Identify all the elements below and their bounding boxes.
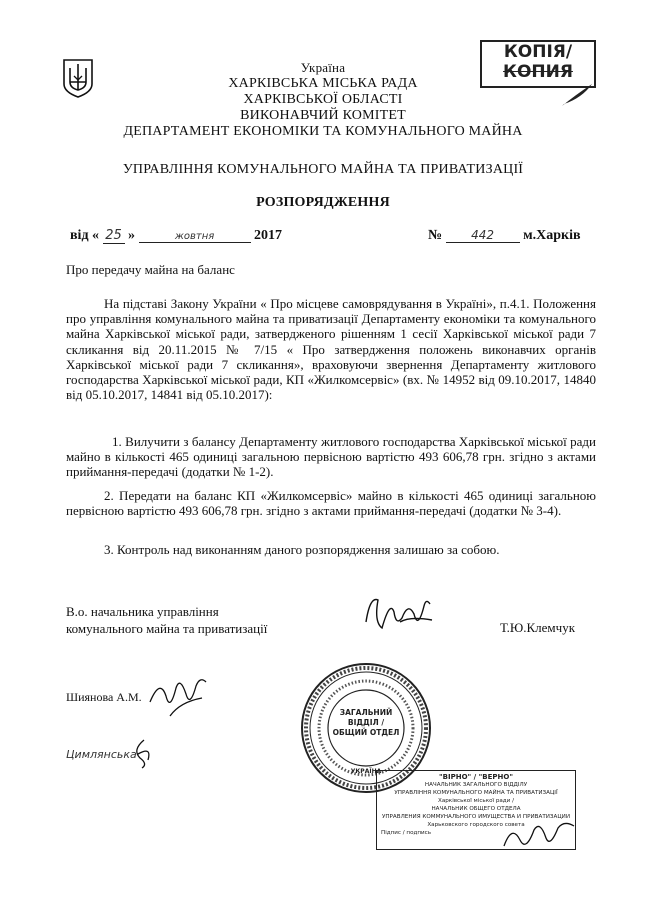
body-item-2: 2. Передати на баланс КП «Жилкомсервіс» майно в кількості 465 одиниці загальною первісною вартістю 493 606,78 грн. згідно з актами приймання-передачі (додатки № 3-4).: [66, 488, 596, 519]
body-intro: На підставі Закону України « Про місцеве самоврядування в Україні», п.4.1. Положення про управління комунального майна та приватизації Департаменту економіки та комунального майна Харківської міської ради, затвердженого рішенням 1 сесії Харківської міської ради 7 скликання від 20.11.2015 № 7/15 « Про затвердження положень виконавчих органів Харківської міської ради 7 скликання», враховуючи звернення Департаменту житлового господарства Харківської міської ради, КП «Жилкомсервіс» (вх. № 14952 від 09.10.2017, 14840 від 05.10.2017, 14841 від 05.10.2017):: [66, 296, 596, 403]
verify-line8: Підпис / подпись: [381, 830, 432, 836]
date-prefix: від «: [70, 228, 100, 243]
subject: Про передачу майна на баланс: [66, 262, 235, 277]
header-oblast: ХАРКІВСЬКОЇ ОБЛАСТІ: [243, 92, 403, 107]
verify-line7: Харьковского городского совета: [427, 822, 525, 828]
verify-line4: Харківської міської ради /: [438, 798, 514, 804]
copy-stamp-line1: КОПІЯ/: [503, 42, 573, 62]
date-line: [70, 228, 282, 244]
signatory-name: Т.Ю.Клемчук: [500, 620, 576, 635]
body-item-1: 1. Вилучити з балансу Департаменту житлового господарства Харківської міської ради майно в кількості 465 одиниці загальною первісною вартістю 493 606,78 грн. згідно з актами приймання-передачі (додатки № 1-2).: [66, 434, 596, 480]
date-month: жовтня: [139, 231, 251, 243]
date-day: 25: [103, 228, 125, 244]
verify-line1: "ВІРНО" / "ВЕРНО": [439, 773, 513, 781]
seal-center-line1: ЗАГАЛЬНИЙ: [339, 708, 393, 717]
signatory-position: [66, 603, 267, 637]
number-line: [428, 228, 581, 244]
doc-type-title: РОЗПОРЯДЖЕННЯ: [256, 195, 390, 210]
verify-line5: НАЧАЛЬНИК ОБЩЕГО ОТДЕЛА: [431, 806, 521, 812]
header-block: [0, 60, 646, 140]
date-year: 2017: [254, 228, 283, 243]
seal-center-line2: ВІДДІЛ /: [347, 718, 385, 727]
header-council: ХАРКІВСЬКА МІСЬКА РАДА: [228, 76, 418, 91]
executor-2: Цимлянська: [66, 748, 137, 761]
header-committee: ВИКОНАВЧИЙ КОМІТЕТ: [240, 108, 406, 123]
round-seal-center-text: [330, 708, 402, 738]
header-directorate: УПРАВЛІННЯ КОМУНАЛЬНОГО МАЙНА ТА ПРИВАТИЗАЦІЇ: [122, 162, 524, 177]
executor-2-initials-mark: [128, 736, 158, 770]
city: м.Харків: [523, 228, 581, 243]
signatory-position-line2: комунального майна та приватизації: [66, 621, 268, 636]
verify-signature-mark: [500, 818, 580, 854]
doc-number: 442: [446, 228, 520, 243]
signatory-position-line1: В.о. начальника управління: [66, 604, 219, 619]
header-department: ДЕПАРТАМЕНТ ЕКОНОМІКИ ТА КОМУНАЛЬНОГО МАЙНА: [123, 124, 523, 139]
round-seal-bottom-text: УКРАЇНА: [350, 768, 382, 775]
signature-mark: [360, 592, 440, 640]
number-prefix: №: [428, 228, 443, 243]
verify-line3: УПРАВЛІННЯ КОМУНАЛЬНОГО МАЙНА ТА ПРИВАТИЗАЦІЇ: [394, 790, 558, 796]
date-mid: »: [128, 228, 136, 243]
executor-1: Шиянова А.М.: [66, 690, 142, 704]
verify-line2: НАЧАЛЬНИК ЗАГАЛЬНОГО ВІДДІЛУ: [424, 782, 528, 788]
executor-1-initials-mark: [146, 672, 216, 718]
header-country: Україна: [300, 60, 346, 75]
verify-line6: УПРАВЛЕНИЯ КОММУНАЛЬНОГО ИМУЩЕСТВА И ПРИВАТИЗАЦИИ: [381, 814, 571, 820]
body-item-3: 3. Контроль над виконанням даного розпорядження залишаю за собою.: [104, 542, 500, 557]
copy-stamp-line2: КОПИЯ: [503, 62, 573, 82]
seal-center-line3: ОБЩИЙ ОТДЕЛ: [332, 728, 400, 737]
